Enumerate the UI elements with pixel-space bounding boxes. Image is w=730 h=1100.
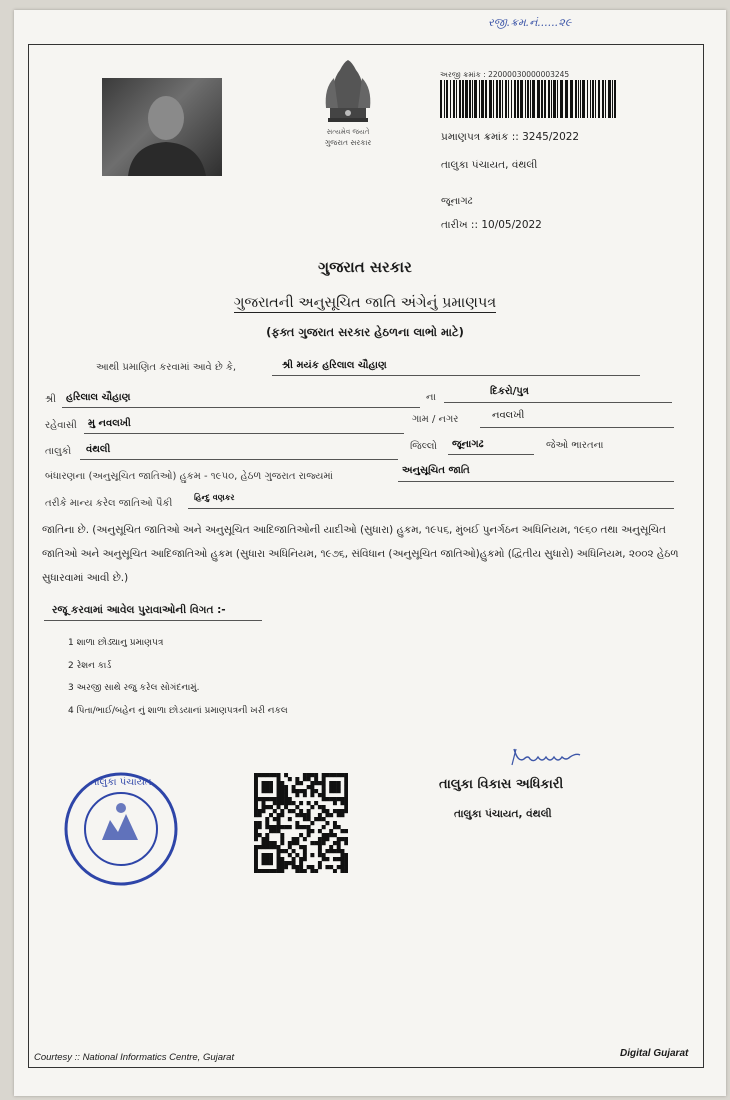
emblem-org: ગુજરાત સરકાર bbox=[324, 138, 372, 147]
shri-label: શ્રી bbox=[45, 394, 57, 405]
village-underline bbox=[480, 427, 674, 428]
taluka: વંથલી bbox=[86, 444, 111, 455]
caste-underline bbox=[188, 508, 674, 509]
district-header: જૂનાગઢ bbox=[441, 196, 473, 207]
documents-heading: રજૂ કરવામાં આવેલ પુરાવાઓની વિગત :- bbox=[52, 604, 226, 616]
certificate-title: ગુજરાતની અનુસૂચિત જાતિ અંગેનું પ્રમાણપત્ર bbox=[233, 295, 497, 311]
resident-label: રહેવાસી bbox=[45, 420, 77, 431]
na-label: ના bbox=[426, 392, 436, 403]
certificate-number: પ્રમાણપત્ર ક્રમાંક :: 3245/2022 bbox=[441, 131, 580, 143]
father-name: હરિલાલ ચૌહાણ bbox=[66, 392, 131, 403]
taluka-underline bbox=[80, 459, 398, 460]
documents-list bbox=[68, 632, 288, 722]
list-item: 1 શાળા છોડ્યાનુ પ્રમાણપત્ર bbox=[68, 638, 164, 648]
issuing-office: તાલુકા પંચાયત, વંથલી bbox=[441, 159, 538, 171]
signatory-office: તાલુકા પંચાયત, વંથલી bbox=[454, 808, 552, 820]
district-label: જિલ્લો bbox=[410, 441, 437, 452]
taluka-label: તાલુકો bbox=[45, 446, 72, 457]
signature bbox=[510, 745, 582, 767]
qr-code bbox=[254, 773, 348, 873]
government-title: ગુજરાત સરકાર bbox=[318, 258, 412, 276]
caste-label: તરીકે માન્ય કરેલ જાતિઓ પૈકી bbox=[45, 498, 173, 509]
list-item: 2 રેશન કાર્ડ bbox=[68, 660, 112, 671]
application-number: અરજી ક્રમાંક : 22000030000003245 bbox=[440, 70, 570, 79]
caste: હિન્દુ વણકર bbox=[194, 493, 235, 502]
village: નવલખી bbox=[492, 410, 525, 421]
certificate-subtitle: (ફક્ત ગુજરાત સરકાર હેઠળના લાભો માટે) bbox=[266, 325, 464, 339]
svg-text:તાલુકા પંચાયત: તાલુકા પંચાયત bbox=[90, 777, 152, 788]
residence-underline bbox=[84, 433, 404, 434]
list-item: 4 પિતા/ભાઈ/બહેન નું શાળા છોડયાનાં પ્રમાણપત્રની ખરી નકલ bbox=[68, 705, 288, 716]
handwritten-reference: રજી.ક્રમ.નં......૨૯ bbox=[488, 16, 572, 29]
state-suffix: જેઓ ભારતના bbox=[546, 440, 604, 451]
father-underline bbox=[62, 407, 420, 408]
office-seal-icon bbox=[62, 770, 180, 888]
barcode bbox=[440, 80, 616, 118]
certify-label: આથી પ્રમાણિત કરવામાં આવે છે કે, bbox=[96, 362, 237, 373]
village-label: ગામ / નગર bbox=[412, 414, 459, 425]
footer-courtesy: Courtesy :: National Informatics Centre, Gujarat bbox=[34, 1052, 235, 1063]
category: અનુસૂચિત જાતિ bbox=[402, 465, 470, 476]
residence: મુ નવલખી bbox=[88, 418, 131, 429]
name-underline bbox=[272, 375, 640, 376]
constitution-text: બંધારણના (અનુસૂચિત જાતિઓ) હુકમ - ૧૯૫૦, હેઠળ ગુજરાત રાજ્યમાં bbox=[45, 471, 333, 482]
applicant-photo bbox=[102, 78, 222, 176]
category-underline bbox=[398, 481, 674, 482]
national-emblem-icon bbox=[316, 52, 380, 130]
emblem-motto: સત્યમેવ જયતે bbox=[326, 128, 370, 136]
footer-brand: Digital Gujarat bbox=[620, 1048, 689, 1059]
documents-heading-underline bbox=[44, 620, 262, 621]
signatory-designation: તાલુકા વિકાસ અધિકારી bbox=[439, 777, 564, 792]
issue-date: તારીખ :: 10/05/2022 bbox=[441, 219, 542, 231]
applicant-name: શ્રી મયંક હરિલાલ ચૌહાણ bbox=[282, 360, 387, 371]
relation: દિકરો/પુત્ર bbox=[490, 386, 529, 397]
district: જૂનાગઢ bbox=[452, 439, 484, 450]
legal-paragraph: જાતિના છે. (અનુસૂચિત જાતિઓ અને અનુસૂચિત આદિજાતિઓની યાદીઓ (સુધારા) હુકમ, ૧૯૫૬, મુંબઈ પુનર્ગઠન અધિનિયમ, ૧૯૬૦ તથા અનુસૂચિત જાતિઓ અને અનુસૂચિત આદિજાતિઓ હુકમ (સુધારા અધિનિયમ, ૧૯૭૬, સંવિધાન (અનુસૂચિત જાતિઓ)હુકમો (દ્વિતીય સુધારો) અધિનિયમ, ૨૦૦૨ હેઠળ સુધારવામાં આવી છે.) bbox=[42, 524, 679, 584]
district-underline bbox=[448, 454, 534, 455]
relation-underline bbox=[444, 402, 672, 403]
list-item: 3 અરજી સાથે રજુ કરેલ સોગંદનામું. bbox=[68, 683, 200, 693]
